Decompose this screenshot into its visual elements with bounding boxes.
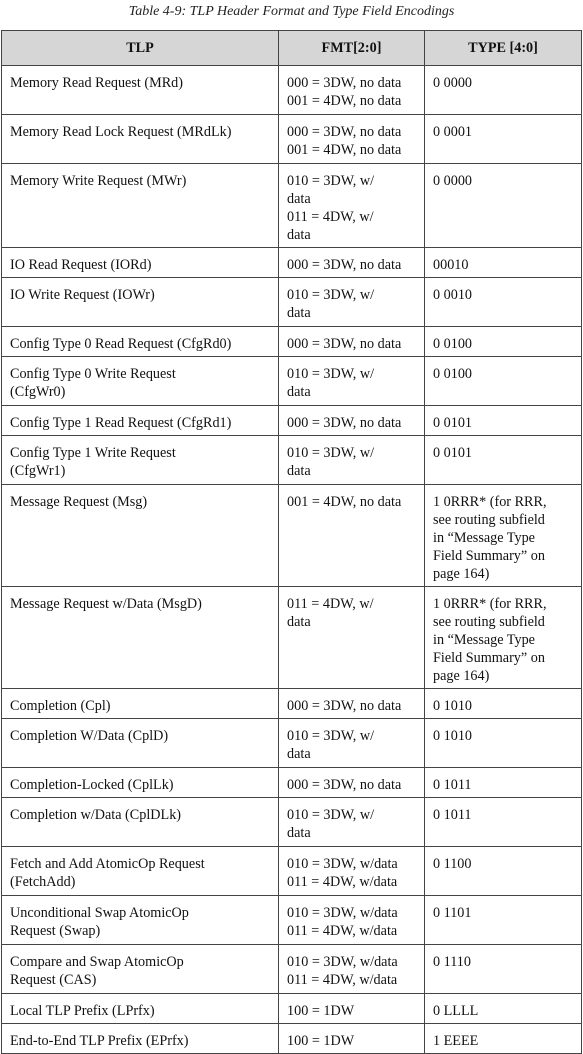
type-cell xyxy=(425,689,582,719)
tlp-cell xyxy=(2,689,279,719)
type-cell-line: 00010 xyxy=(433,257,469,273)
fmt-cell-line: 010 = 3DW, w/ xyxy=(287,287,375,303)
type-cell-line: page 164) xyxy=(433,566,490,582)
fmt-cell xyxy=(279,278,425,327)
type-cell xyxy=(425,719,582,768)
type-cell-line: 0 0000 xyxy=(433,173,473,189)
fmt-cell-line: 000 = 3DW, no data xyxy=(287,257,402,273)
fmt-cell xyxy=(279,896,425,945)
type-cell xyxy=(425,66,582,115)
tlp-cell xyxy=(2,164,279,248)
tlp-format-table xyxy=(1,30,582,1054)
type-cell-line: 0 0100 xyxy=(433,336,473,352)
fmt-cell xyxy=(279,115,425,164)
fmt-cell xyxy=(279,485,425,587)
fmt-cell xyxy=(279,945,425,994)
type-cell-line: 1 0RRR* (for RRR, xyxy=(433,596,547,612)
tlp-cell xyxy=(2,357,279,406)
tlp-cell xyxy=(2,327,279,357)
fmt-cell xyxy=(279,66,425,115)
type-cell xyxy=(425,1024,582,1054)
type-cell-line: 1 EEEE xyxy=(433,1033,479,1049)
fmt-cell-line: data xyxy=(287,305,311,321)
fmt-cell-line: 100 = 1DW xyxy=(287,1033,355,1049)
table-row xyxy=(2,945,582,994)
type-cell-line: in “Message Type xyxy=(433,632,535,648)
table-row xyxy=(2,115,582,164)
type-cell-line: 0 1101 xyxy=(433,905,472,921)
tlp-cell xyxy=(2,798,279,847)
table-row xyxy=(2,406,582,436)
tlp-cell xyxy=(2,115,279,164)
fmt-cell-line: 010 = 3DW, w/data xyxy=(287,856,398,872)
fmt-cell xyxy=(279,327,425,357)
table-row xyxy=(2,278,582,327)
fmt-cell xyxy=(279,798,425,847)
tlp-cell-line: IO Write Request (IOWr) xyxy=(10,287,155,303)
table-row xyxy=(2,689,582,719)
fmt-cell-line: 001 = 4DW, no data xyxy=(287,93,402,109)
tlp-cell-line: Unconditional Swap AtomicOp xyxy=(10,905,189,921)
type-cell-line: 1 0RRR* (for RRR, xyxy=(433,494,547,510)
type-cell-line: 0 0101 xyxy=(433,445,473,461)
tlp-cell xyxy=(2,66,279,115)
table-row xyxy=(2,719,582,768)
table-caption: Table 4-9: TLP Header Format and Type Field Encodings xyxy=(128,4,455,19)
fmt-cell xyxy=(279,719,425,768)
type-cell-line: 0 1011 xyxy=(433,777,472,793)
type-cell xyxy=(425,485,582,587)
type-cell xyxy=(425,436,582,485)
fmt-cell-line: 010 = 3DW, w/ xyxy=(287,445,375,461)
tlp-cell-line: (FetchAdd) xyxy=(10,874,76,890)
tlp-cell-line: Memory Read Request (MRd) xyxy=(10,75,183,91)
fmt-cell-line: 010 = 3DW, w/data xyxy=(287,954,398,970)
fmt-cell xyxy=(279,248,425,278)
header-type: TYPE [4:0] xyxy=(425,31,582,66)
type-cell-line: 0 1010 xyxy=(433,698,473,714)
tlp-cell xyxy=(2,847,279,896)
type-cell xyxy=(425,357,582,406)
fmt-cell-line: 100 = 1DW xyxy=(287,1003,355,1019)
type-cell-line: 0 1110 xyxy=(433,954,471,970)
tlp-cell xyxy=(2,896,279,945)
table-row xyxy=(2,66,582,115)
table-row xyxy=(2,896,582,945)
tlp-cell xyxy=(2,945,279,994)
fmt-cell-line: 011 = 4DW, w/data xyxy=(287,972,398,988)
header-tlp: TLP xyxy=(2,31,279,66)
tlp-cell xyxy=(2,278,279,327)
fmt-cell-line: 000 = 3DW, no data xyxy=(287,698,402,714)
table-header-row xyxy=(2,31,582,66)
table-row xyxy=(2,798,582,847)
type-cell xyxy=(425,847,582,896)
table-row xyxy=(2,357,582,406)
fmt-cell-line: 001 = 4DW, no data xyxy=(287,494,402,510)
table-row xyxy=(2,327,582,357)
fmt-cell xyxy=(279,357,425,406)
type-cell-line: Field Summary” on xyxy=(433,548,545,564)
fmt-cell-line: 010 = 3DW, w/data xyxy=(287,905,398,921)
tlp-cell-line: Completion W/Data (CplD) xyxy=(10,728,169,744)
tlp-cell-line: End-to-End TLP Prefix (EPrfx) xyxy=(10,1033,189,1049)
type-cell xyxy=(425,115,582,164)
table-row xyxy=(2,436,582,485)
fmt-cell xyxy=(279,587,425,689)
fmt-cell-line: data xyxy=(287,191,311,207)
tlp-cell xyxy=(2,1024,279,1054)
fmt-cell-line: 011 = 4DW, w/ xyxy=(287,596,374,612)
type-cell xyxy=(425,587,582,689)
type-cell-line: 0 1011 xyxy=(433,807,472,823)
fmt-cell xyxy=(279,406,425,436)
tlp-cell-line: Config Type 0 Read Request (CfgRd0) xyxy=(10,336,232,352)
type-cell xyxy=(425,896,582,945)
tlp-cell-line: (CfgWr0) xyxy=(10,384,66,400)
tlp-cell-line: Fetch and Add AtomicOp Request xyxy=(10,856,205,872)
fmt-cell-line: data xyxy=(287,825,311,841)
fmt-cell-line: 000 = 3DW, no data xyxy=(287,777,402,793)
fmt-cell-line: 011 = 4DW, w/data xyxy=(287,874,398,890)
type-cell-line: 0 0101 xyxy=(433,415,473,431)
tlp-cell-line: Message Request (Msg) xyxy=(10,494,148,510)
tlp-cell xyxy=(2,406,279,436)
fmt-cell xyxy=(279,994,425,1024)
tlp-cell-line: Memory Write Request (MWr) xyxy=(10,173,187,189)
type-cell-line: Field Summary” on xyxy=(433,650,545,666)
fmt-cell xyxy=(279,1024,425,1054)
table-row xyxy=(2,847,582,896)
fmt-cell-line: 000 = 3DW, no data xyxy=(287,415,402,431)
header-fmt: FMT[2:0] xyxy=(279,31,425,66)
tlp-cell xyxy=(2,436,279,485)
tlp-cell-line: Request (CAS) xyxy=(10,972,97,988)
fmt-cell-line: 011 = 4DW, w/ xyxy=(287,209,374,225)
fmt-cell xyxy=(279,436,425,485)
fmt-cell-line: data xyxy=(287,384,311,400)
table-row xyxy=(2,248,582,278)
table-row xyxy=(2,587,582,689)
type-cell-line: 0 0010 xyxy=(433,287,473,303)
type-cell xyxy=(425,994,582,1024)
fmt-cell-line: 010 = 3DW, w/ xyxy=(287,366,375,382)
type-cell xyxy=(425,164,582,248)
table-row xyxy=(2,1024,582,1054)
type-cell xyxy=(425,278,582,327)
fmt-cell xyxy=(279,689,425,719)
type-cell xyxy=(425,798,582,847)
fmt-cell xyxy=(279,768,425,798)
table-row xyxy=(2,164,582,248)
type-cell-line: in “Message Type xyxy=(433,530,535,546)
tlp-cell xyxy=(2,719,279,768)
tlp-cell-line: Memory Read Lock Request (MRdLk) xyxy=(10,124,232,140)
type-cell xyxy=(425,406,582,436)
type-cell-line: 0 LLLL xyxy=(433,1003,479,1019)
fmt-cell-line: data xyxy=(287,614,311,630)
tlp-cell-line: (CfgWr1) xyxy=(10,463,66,479)
type-cell-line: 0 1100 xyxy=(433,856,472,872)
tlp-cell-line: Completion w/Data (CplDLk) xyxy=(10,807,182,823)
tlp-cell-line: Config Type 0 Write Request xyxy=(10,366,176,382)
tlp-cell xyxy=(2,248,279,278)
tlp-cell-line: Completion-Locked (CplLk) xyxy=(10,777,174,793)
fmt-cell-line: 001 = 4DW, no data xyxy=(287,142,402,158)
tlp-cell-line: Local TLP Prefix (LPrfx) xyxy=(10,1003,155,1019)
fmt-cell xyxy=(279,164,425,248)
type-cell-line: 0 1010 xyxy=(433,728,473,744)
fmt-cell-line: 000 = 3DW, no data xyxy=(287,124,402,140)
tlp-cell xyxy=(2,485,279,587)
tlp-cell-line: Config Type 1 Read Request (CfgRd1) xyxy=(10,415,232,431)
fmt-cell-line: data xyxy=(287,227,311,243)
type-cell xyxy=(425,945,582,994)
table-body xyxy=(2,66,582,1054)
table-row xyxy=(2,485,582,587)
tlp-cell-line: Compare and Swap AtomicOp xyxy=(10,954,184,970)
fmt-cell-line: 011 = 4DW, w/data xyxy=(287,923,398,939)
fmt-cell-line: 000 = 3DW, no data xyxy=(287,336,402,352)
type-cell-line: 0 0000 xyxy=(433,75,473,91)
table-row xyxy=(2,994,582,1024)
fmt-cell-line: 010 = 3DW, w/ xyxy=(287,807,375,823)
type-cell xyxy=(425,248,582,278)
tlp-cell-line: Completion (Cpl) xyxy=(10,698,111,714)
type-cell-line: 0 0100 xyxy=(433,366,473,382)
fmt-cell-line: 010 = 3DW, w/ xyxy=(287,728,375,744)
type-cell-line: see routing subfield xyxy=(433,512,545,528)
type-cell xyxy=(425,768,582,798)
type-cell-line: 0 0001 xyxy=(433,124,473,140)
tlp-cell xyxy=(2,994,279,1024)
table-row xyxy=(2,768,582,798)
tlp-cell-line: Request (Swap) xyxy=(10,923,101,939)
tlp-cell-line: Config Type 1 Write Request xyxy=(10,445,176,461)
tlp-cell xyxy=(2,587,279,689)
fmt-cell-line: data xyxy=(287,746,311,762)
type-cell-line: see routing subfield xyxy=(433,614,545,630)
tlp-cell xyxy=(2,768,279,798)
fmt-cell-line: 010 = 3DW, w/ xyxy=(287,173,375,189)
fmt-cell-line: data xyxy=(287,463,311,479)
fmt-cell-line: 000 = 3DW, no data xyxy=(287,75,402,91)
type-cell xyxy=(425,327,582,357)
type-cell-line: page 164) xyxy=(433,668,490,684)
tlp-cell-line: Message Request w/Data (MsgD) xyxy=(10,596,202,612)
tlp-cell-line: IO Read Request (IORd) xyxy=(10,257,152,273)
fmt-cell xyxy=(279,847,425,896)
